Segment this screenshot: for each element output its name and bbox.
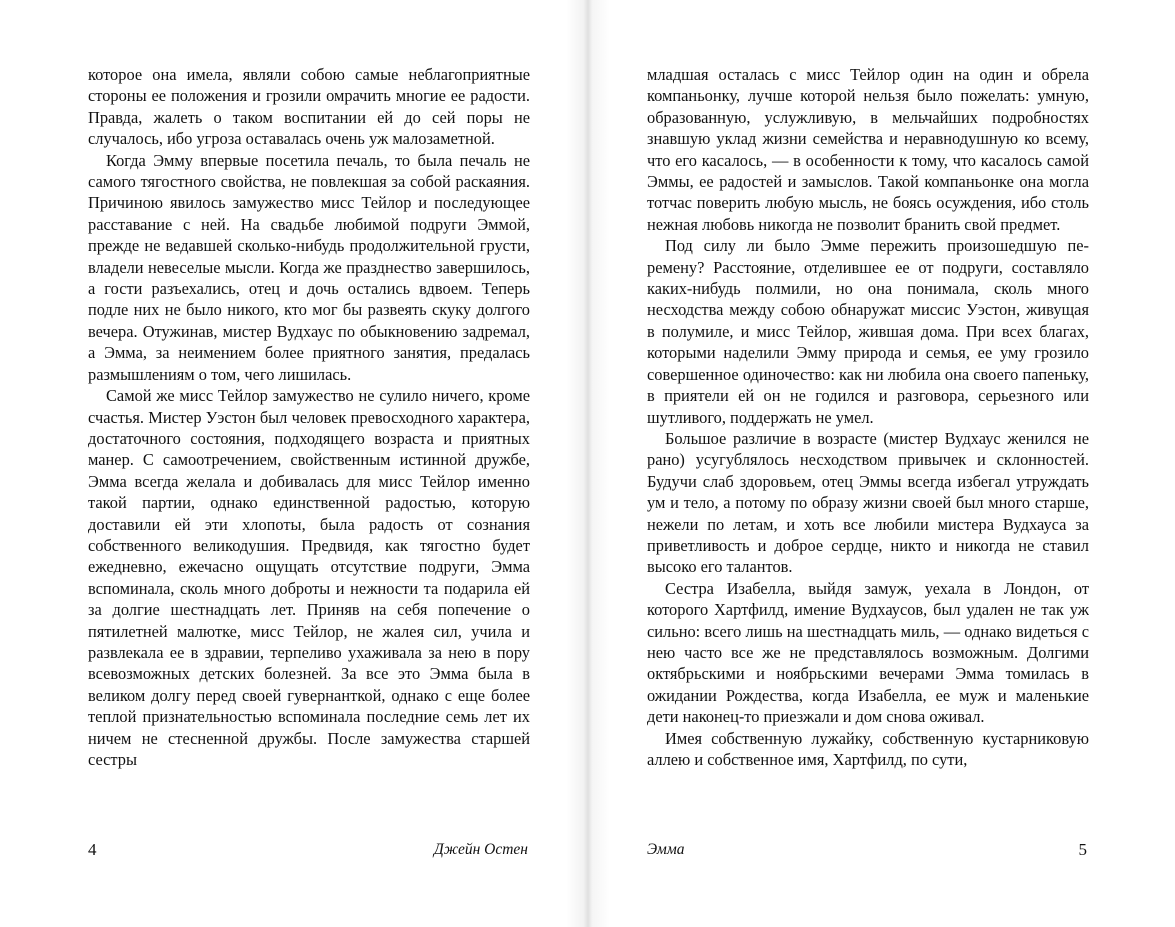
paragraph: Когда Эмму впервые посетила печаль, то была печаль не самого тягостного свойства, не повлекшая за собой раскаяния. Причиною явилось замужество мисс Тейлор и последующее расставание с ней. На свадьбе любимой подруги Эммой, прежде не ведавшей сколько-нибудь продолжительной грусти, владели невеселые мысли. Когда же празднество завершилось, а гости разъехались, отец и дочь остались вдвоем. Теперь подле них не было никого, кто мог бы развеять скуку долгого вечера. Отужинав, мистер Вудхаус по обыкновению задремал, а Эмма, за неимением более приятного занятия, предалась размышлениям о том, чего лишилась. [88,150,530,384]
left-page-text [88,64,530,824]
right-page [647,64,1089,859]
paragraph: которое она имела, являли собою самые неблагоприятные стороны ее положения и грозили омрачить многие ее радости. Правда, жалеть о таком воспитании ей до сей поры не случалось, ибо угроза оставалась очень уж малозаметной. [88,65,530,149]
page-number: 4 [88,840,97,859]
paragraph: Самой же мисс Тейлор замужество не сулило ничего, кроме счастья. Мистер Уэстон был человек превосходного характера, достаточного состояния, подходящего возраста и приятных манер. С самоотречением, свойственным истинной дружбе, Эмма всегда желала и добивалась для мисс Тейлор именно такой партии, однако единственной радостью, которую доставили ей эти хлопоты, была радость от сознания собственного великодушия. Предвидя, как тягостно будет ежедневно, ежечасно ощущать отсутствие подруги, Эмма вспоминала, сколь много доброты и нежности та подарила ей за долгие шестнадцать лет. Приняв на себя попечение о пятилетней малютке, мисс Тейлор, не жалея сил, учила и развлекала ее в здравии, терпеливо ухаживала за нею в пору всевозможных детских болезней. За все это Эмма была в великом долгу перед своей гувернанткой, однако с еще более теплой признательностью вспоминала последние семь лет их ничем не стесненной дружбы. После замужества старшей сестры [88,386,530,769]
right-page-footer [647,840,1089,864]
paragraph: Большое различие в возрасте (мистер Вудхаус женился не рано) усугублялось несходством привычек и склонностей. Будучи слаб здоровьем, отец Эммы всегда избегал утруждать ум и тело, а потому по образу жизни своей был много старше, нежели по летам, и хоть все любили мистера Вудхауса за приветливость и доброе сердце, никто и никогда не ставил высоко его талантов. [647,428,1089,577]
paragraph: Имея собственную лужайку, собственную кустарниковую аллею и собственное имя, Хартфилд, по сути, [647,728,1089,769]
running-head-title: Эмма [647,841,685,858]
page-number: 5 [1078,840,1087,859]
paragraph: младшая осталась с мисс Тейлор один на один и обрела компаньонку, лучше которой нельзя было пожелать: умную, образованную, услужливую, в мельчайших подробностях знавшую уклад жизни семейства и неравнодушную ко всему, что его касалось, — в особенности к тому, что касалось самой Эммы, ее радостей и замыслов. Такой компаньонке она могла тотчас поверить любую мысль, не боясь осуждения, ибо столь нежная любовь никогда не позволит бранить свой предмет. [647,65,1089,234]
left-page [88,64,530,859]
paragraph: Под силу ли было Эмме пережить произошедшую перемену? Расстояние, отделившее ее от подруги, составляло каких-нибудь полмили, но она понимала, сколь много несходства между собою обнаружат миссис Уэстон, живущая в полумиле, и мисс Тейлор, жившая дома. При всех благах, которыми наделили Эмму природа и семья, ее уму грозило совершенное одиночество: как ни любила она своего папеньку, в приятели ей он не годился и разговора, серьезного или шутливого, поддержать не умел. [647,236,1089,427]
book-gutter [566,0,610,927]
right-page-text [647,64,1089,824]
running-head-author: Джейн Остен [433,841,528,858]
left-page-footer [88,840,530,864]
paragraph: Сестра Изабелла, выйдя замуж, уехала в Лондон, от которого Хартфилд, имение Вудхаусов, был удален не так уж сильно: всего лишь на шестнадцать миль, — однако видеться с нею часто все же не представлялось возможным. Долгими октябрьскими и ноябрьскими вечерами Эмма томилась в ожидании Рождества, когда Изабелла, ее муж и маленькие дети наконец-то приезжали и дом снова оживал. [647,578,1089,727]
